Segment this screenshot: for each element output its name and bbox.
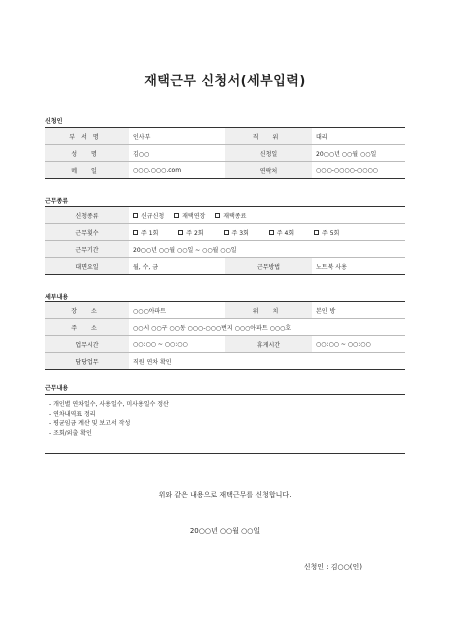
position-label: 직 위 — [225, 128, 312, 145]
checkbox-icon — [224, 230, 229, 235]
days-value[interactable]: 월, 수, 금 — [129, 258, 225, 275]
count-option[interactable]: 주 4회 — [269, 228, 294, 237]
section-applicant-heading: 신청인 — [45, 118, 63, 125]
section-details-heading: 세부내용 — [45, 294, 69, 301]
type-options — [129, 207, 405, 224]
place-value[interactable]: ○○○아파트 — [129, 302, 225, 319]
break-value[interactable]: ○○:○○ ~ ○○:○○ — [312, 336, 405, 353]
section-worktype-heading: 근무종류 — [45, 198, 69, 205]
dept-label: 부서명 — [45, 128, 129, 145]
location-value[interactable]: 본인 방 — [312, 302, 405, 319]
duties-box[interactable] — [45, 394, 405, 454]
address-label: 주 소 — [45, 319, 129, 336]
task-label: 담당업무 — [45, 353, 129, 370]
worktype-table — [45, 206, 405, 275]
type-label: 신청종류 — [45, 207, 129, 224]
hours-value[interactable]: ○○:○○ ~ ○○:○○ — [129, 336, 225, 353]
checkbox-icon — [178, 230, 183, 235]
applicant-table — [45, 127, 405, 179]
type-option[interactable]: 재택종료 — [215, 211, 246, 220]
hours-label: 업무시간 — [45, 336, 129, 353]
checkbox-icon — [314, 230, 319, 235]
place-label: 장 소 — [45, 302, 129, 319]
count-option[interactable]: 주 1회 — [133, 228, 158, 237]
list-item: - 조회/외출 확인 — [49, 429, 92, 437]
method-label: 근무방법 — [225, 258, 312, 275]
section-duties-heading: 근무내용 — [45, 385, 69, 392]
task-value[interactable]: 직원 연차 확인 — [129, 353, 405, 370]
checkbox-icon — [133, 230, 138, 235]
name-value[interactable]: 김○○ — [129, 145, 225, 162]
closing-statement: 위와 같은 내용으로 재택근무를 신청합니다. — [158, 491, 292, 499]
location-label: 위 치 — [225, 302, 312, 319]
list-item: - 연차내역표 정리 — [49, 410, 96, 418]
checkbox-icon — [269, 230, 274, 235]
list-item: - 평균임금 계산 및 보고서 작성 — [49, 420, 131, 427]
dept-value[interactable]: 인사부 — [129, 128, 225, 145]
document-title: 재택근무 신청서(세부입력) — [144, 74, 306, 89]
method-value[interactable]: 노트북 사용 — [312, 258, 405, 275]
checkbox-icon — [133, 213, 138, 218]
name-label: 성 명 — [45, 145, 129, 162]
date-label: 신청일 — [225, 145, 312, 162]
email-label: 메 일 — [45, 162, 129, 179]
email-value[interactable]: ○○○.○○○.com — [129, 162, 225, 179]
type-option[interactable]: 신규신청 — [133, 211, 164, 220]
period-value[interactable]: 20○○년 ○○월 ○○일 ~ ○○월 ○○일 — [129, 241, 405, 258]
type-option[interactable]: 재택연장 — [174, 211, 205, 220]
date-value[interactable]: 20○○년 ○○월 ○○일 — [312, 145, 405, 162]
phone-value[interactable]: ○○○-○○○○-○○○○ — [312, 162, 405, 179]
checkbox-icon — [174, 213, 179, 218]
days-label: 대면요일 — [45, 258, 129, 275]
break-label: 휴게시간 — [225, 336, 312, 353]
period-label: 근무기간 — [45, 241, 129, 258]
phone-label: 연락처 — [225, 162, 312, 179]
list-item: - 개인별 연차일수, 사용일수, 미사용일수 정산 — [49, 401, 169, 408]
applicant-signature: 신청인 : 김○○(인) — [303, 563, 362, 571]
count-options — [129, 224, 405, 241]
address-value[interactable]: ○○시 ○○구 ○○동 ○○○-○○○번지 ○○○아파트 ○○○호 — [129, 319, 405, 336]
position-value[interactable]: 대리 — [312, 128, 405, 145]
count-option[interactable]: 주 2회 — [178, 228, 203, 237]
count-option[interactable]: 주 5회 — [314, 228, 339, 237]
count-option[interactable]: 주 3회 — [224, 228, 249, 237]
checkbox-icon — [215, 213, 220, 218]
closing-date: 20○○년 ○○월 ○○일 — [189, 527, 261, 535]
count-label: 근무횟수 — [45, 224, 129, 241]
details-table — [45, 301, 405, 370]
